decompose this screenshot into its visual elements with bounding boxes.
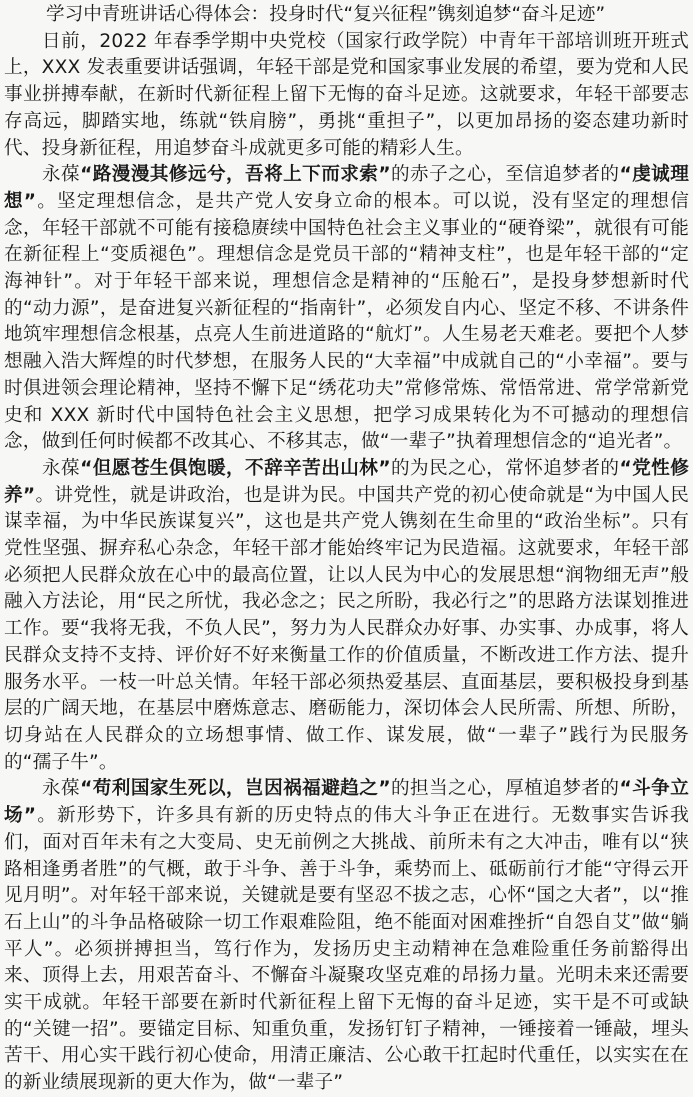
section-3-prefix: 永葆 <box>42 778 81 800</box>
section-3-theme: “斗争立场” <box>4 778 690 827</box>
section-2-quote: “但愿苍生俱饱暖，不辞辛苦出山林” <box>80 457 391 479</box>
section-1-prefix: 永葆 <box>42 164 81 186</box>
section-1-quote: “路漫漫其修远兮，吾将上下而求索” <box>80 164 391 186</box>
section-2-middle: 的为民之心，常怀追梦者的 <box>390 457 620 479</box>
section-2-body: 。讲党性，就是讲政治，也是讲为民。中国共产党的初心使命就是“为中国人民谋幸福，为中华民族谋复兴”，这也是共产党人镌刻在生命里的“政治坐标”。只有党性坚强、摒弃私心杂念，年轻干部才能始终牢记为民造福。这就要求，年轻干部必须把人民群众放在心中的最高位置，让以人民为中心的发展思想“润物细无声”般融入方法论，用“民之所忧，我必念之；民之所盼，我必行之”的思路方法谋划推进工作。要“我将无我，不负人民”，努力为人民群众办好事、办实事、办成事，将人民群众支持不支持、评价好不好来衡量工作的价值质量，不断改进工作方法、提升服务水平。一枝一叶总关情。年轻干部必须热爱基层、直面基层，要积极投身到基层的广阔天地，在基层中磨炼意志、磨砺能力，深切体会人民所需、所想、所盼，切身站在人民群众的立场想事情、做工作、谋发展，做“一辈子”践行为民服务的“孺子牛”。 <box>4 484 689 773</box>
section-1-middle: 的赤子之心，至信追梦者的 <box>390 164 620 186</box>
section-paragraph-3 <box>4 776 689 1096</box>
intro-paragraph: 日前，2022 年春季学期中央党校（国家行政学院）中青年干部培训班开班式上，XXX 发表重要讲话强调，年轻干部是党和国家事业发展的希望，要为党和人民事业拼搏奉献，在新时代新征程上留下无悔的奋斗足迹。这就要求，年轻干部要志存高远，脚踏实地，练就“铁肩膀”，勇挑“重担子”，以更加昂扬的姿态建功新时代、投身新征程，用追梦奋斗成就更多可能的精彩人生。 <box>4 30 689 159</box>
section-3-quote: “苟利国家生死以，岂因祸福避趋之” <box>80 778 391 800</box>
section-2-prefix: 永葆 <box>42 457 81 479</box>
section-2-theme: “党性修养” <box>4 457 690 506</box>
section-1-theme: “虔诚理想” <box>4 164 690 212</box>
section-paragraph-2 <box>4 456 689 776</box>
section-paragraph-1 <box>4 162 689 456</box>
section-3-middle: 的担当之心，厚植追梦者的 <box>390 778 620 800</box>
section-3-body: 。新形势下，许多具有新的历史特点的伟大斗争正在进行。无数事实告诉我们，面对百年未有之大变局、史无前例之大挑战、前所未有之大冲击，唯有以“狭路相逢勇者胜”的气概，敢于斗争、善于斗争，乘势而上、砥砺前行才能“守得云开见月明”。对年轻干部来说，关键就是要有坚忍不拔之志，心怀“国之大者”，以“推石上山”的斗争品格破除一切工作艰难险阻，绝不能面对困难挫折“自怨自艾”做“躺平人”。必须拼搏担当，笃行作为，发扬历史主动精神在急难险重任务前豁得出来、顶得上去，用艰苦奋斗、不懈奋斗凝聚攻坚克难的昂扬力量。光明未来还需要实干成就。年轻干部要在新时代新征程上留下无悔的奋斗足迹，实干是不可或缺的“关键一招”。要锚定目标、知重负重，发扬钉钉子精神，一锤接着一锤敲，埋头苦干、用心实干践行初心使命，用清正廉洁、公心敢干扛起时代重任，以实实在在的新业绩展现新的更大作为，做“一辈子” <box>4 805 689 1094</box>
section-1-body: 。坚定理想信念，是共产党人安身立命的根本。可以说，没有坚定的理想信念，年轻干部就不可能有接稳赓续中国特色社会主义事业的“硬脊梁”，就很有可能在新征程上“变质褪色”。理想信念是党员干部的“精神支柱”，也是年轻干部的“定海神针”。对于年轻干部来说，理想信念是精神的“压舱石”，是投身梦想新时代的“动力源”，是奋进复兴新征程的“指南针”，必须发自内心、坚定不移、不讲条件地筑牢理想信念根基，点亮人生前进道路的“航灯”。人生易老天难老。要把个人梦想融入浩大辉煌的时代梦想，在服务人民的“大幸福”中成就自己的“小幸福”。要与时俱进领会理论精神，坚持不懈下足“绣花功夫”常修常炼、常悟常进、常学常新党史和 XXX 新时代中国特色社会主义思想，把学习成果转化为不可撼动的理想信念，做到任何时候都不改其心、不移其志，做“一辈子”执着理想信念的“追光者”。 <box>4 190 689 453</box>
article-title: 学习中青班讲话心得体会：投身时代“复兴征程”镌刻追梦“奋斗足迹” <box>46 4 606 25</box>
